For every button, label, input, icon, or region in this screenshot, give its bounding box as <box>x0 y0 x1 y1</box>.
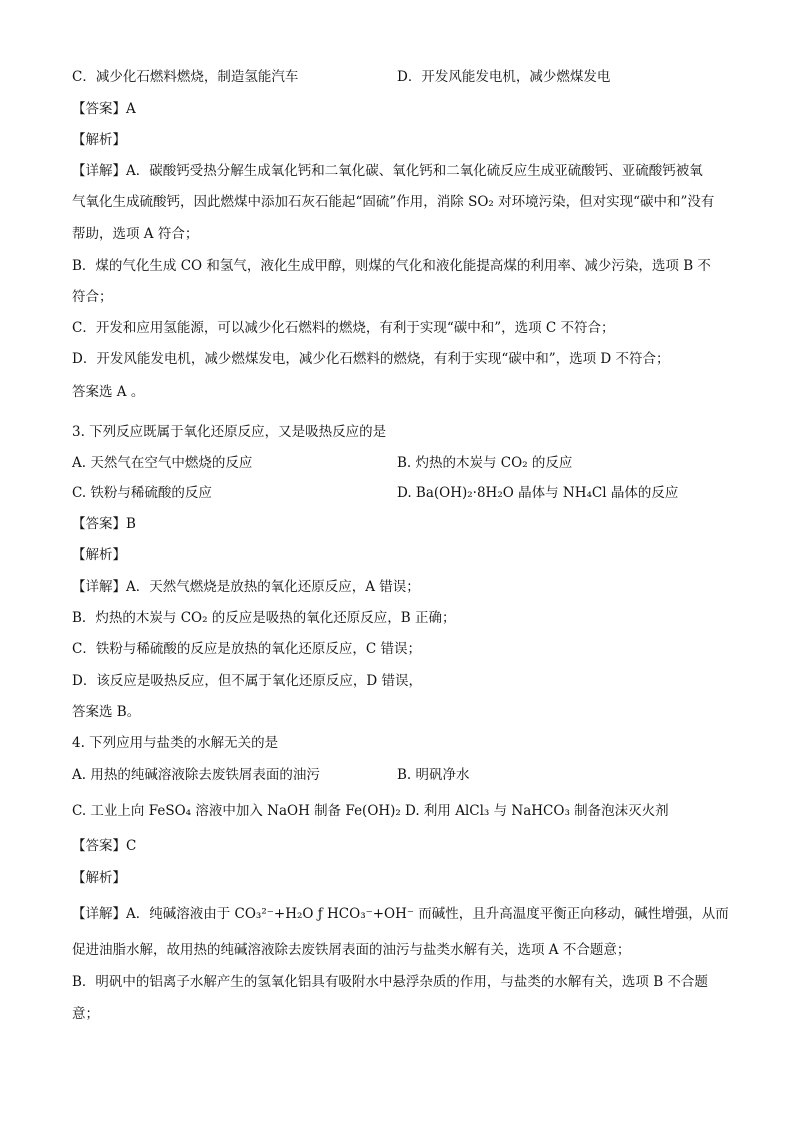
q3-option-d: D. Ba(OH)₂·8H₂O 晶体与 NH₄Cl 晶体的反应 <box>397 485 679 501</box>
q4-option-b: B. 明矾净水 <box>397 767 470 783</box>
q3-answer: 【答案】B <box>72 516 136 532</box>
q2-detail-line-7: D．开发风能发电机，减少燃煤发电，减少化石燃料的燃烧，有利于实现“碳中和”，选项 D 不符合； <box>72 351 670 367</box>
q3-option-c: C. 铁粉与稀硫酸的反应 <box>72 485 212 501</box>
q4-stem: 4. 下列应用与盐类的水解无关的是 <box>72 735 279 751</box>
q2-detail-line-6: C．开发和应用氢能源，可以减少化石燃料的燃烧，有利于实现“碳中和”，选项 C 不符合； <box>72 320 615 336</box>
q2-option-c: C．减少化石燃料燃烧，制造氢能汽车 <box>72 69 299 85</box>
q3-option-a: A. 天然气在空气中燃烧的反应 <box>72 455 253 471</box>
q3-analysis-label: 【解析】 <box>72 547 126 563</box>
q2-detail-line-1: 【详解】A．碳酸钙受热分解生成氧化钙和二氧化碳、氧化钙和二氧化硫反应生成亚硫酸钙、亚硫酸钙被氧 <box>72 163 703 179</box>
q3-stem: 3. 下列反应既属于氧化还原反应，又是吸热反应的是 <box>72 424 387 440</box>
q4-detail-line-4: 意； <box>72 1006 99 1022</box>
q2-option-d: D．开发风能发电机，减少燃煤发电 <box>397 69 611 85</box>
q3-option-b: B. 灼热的木炭与 CO₂ 的反应 <box>397 455 573 471</box>
q3-detail-line-1: 【详解】A．天然气燃烧是放热的氧化还原反应，A 错误； <box>72 579 420 595</box>
q4-detail-line-2: 促进油脂水解，故用热的纯碱溶液除去废铁屑表面的油污与盐类水解有关，选项 A 不合题意； <box>72 942 631 958</box>
q4-detail-line-1: 【详解】A．纯碱溶液由于 CO₃²⁻+H₂O ƒ HCO₃⁻+OH⁻ 而碱性，且升高温度平衡正向移动，碱性增强，从而 <box>72 906 729 922</box>
q4-detail-line-3: B．明矾中的铝离子水解产生的氢氧化铝具有吸附水中悬浮杂质的作用，与盐类的水解有关，选项 B 不合题 <box>72 974 708 990</box>
q4-option-c: C. 工业上向 FeSO₄ 溶液中加入 NaOH 制备 Fe(OH)₂ <box>72 803 401 819</box>
q2-detail-line-4: B．煤的气化生成 CO 和氢气，液化生成甲醇，则煤的气化和液化能提高煤的利用率、减少污染，选项 B 不 <box>72 258 711 274</box>
q2-analysis-label: 【解析】 <box>72 132 126 148</box>
q2-detail-line-2: 气氧化生成硫酸钙，因此燃煤中添加石灰石能起“固硫”作用，消除 SO₂ 对环境污染，但对实现“碳中和”没有 <box>72 194 715 210</box>
q3-detail-line-2: B．灼热的木炭与 CO₂ 的反应是吸热的氧化还原反应，B 正确； <box>72 610 456 626</box>
q3-conclusion: 答案选 B。 <box>72 704 141 720</box>
q2-answer: 【答案】A <box>72 101 136 117</box>
q4-analysis-label: 【解析】 <box>72 870 126 886</box>
q2-conclusion: 答案选 A 。 <box>72 384 145 400</box>
q4-answer: 【答案】C <box>72 838 137 854</box>
q4-option-d: D. 利用 AlCl₃ 与 NaHCO₃ 制备泡沫灭火剂 <box>405 803 669 819</box>
q3-detail-line-4: D．该反应是吸热反应，但不属于氧化还原反应，D 错误， <box>72 673 422 689</box>
q4-option-a: A. 用热的纯碱溶液除去废铁屑表面的油污 <box>72 767 320 783</box>
q3-detail-line-3: C．铁粉与稀硫酸的反应是放热的氧化还原反应，C 错误； <box>72 641 421 657</box>
q2-detail-line-3: 帮助，选项 A 符合； <box>72 226 199 242</box>
q2-detail-line-5: 符合； <box>72 289 113 305</box>
